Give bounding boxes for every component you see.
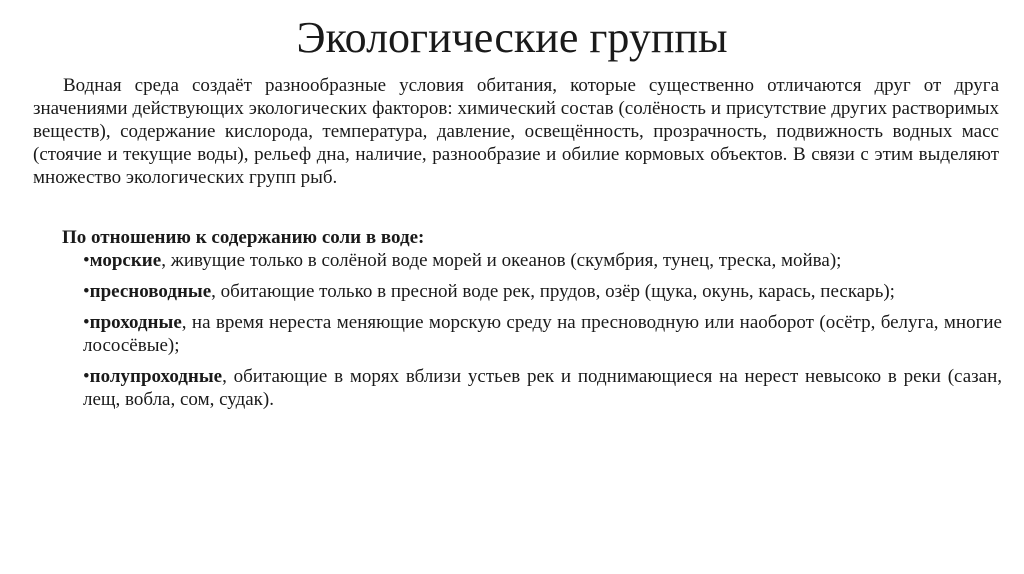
item-description: , живущие только в солёной воде морей и океанов (скумбрия, тунец, треска, мойва); (161, 250, 842, 271)
item-term: пресноводные (89, 281, 212, 302)
bullet-icon: • (83, 366, 90, 387)
bullet-icon: • (83, 281, 90, 302)
list-item-freshwater (83, 280, 1002, 303)
list-item-semi-anadromous (83, 365, 1002, 411)
intro-paragraph: Водная среда создаёт разнообразные условия обитания, которые существенно отличаются друг от друга значениями действующих экологических факторов: химический состав (солёность и присутствие других растворимых веществ), содержание кислорода, температура, давление, освещённость, прозрачность, подвижность водных масс (стоячие и текущие воды), рельеф дна, наличие, разнообразие и обилие кормовых объектов. В связи с этим выделяют множество экологических групп рыб. (33, 75, 999, 188)
bullet-icon: • (83, 250, 90, 271)
item-description: , на время нереста меняющие морскую среду на пресноводную или наоборот (осётр, белуга, многие лососёвые); (83, 312, 1002, 356)
list-item-anadromous (83, 311, 1002, 357)
list-item-marine (83, 249, 1002, 272)
section-heading: По отношению к содержанию соли в воде: (62, 227, 425, 248)
salinity-section (62, 226, 1002, 419)
slide-title: Экологические группы (296, 13, 728, 62)
fish-group-list (62, 249, 1002, 411)
item-description: , обитающие только в пресной воде рек, прудов, озёр (щука, окунь, карась, пескарь); (211, 281, 895, 302)
item-term: полупроходные (89, 366, 223, 387)
item-term: проходные (89, 312, 182, 333)
item-term: морские (89, 250, 162, 271)
bullet-icon: • (83, 312, 90, 333)
item-description: , обитающие в морях вблизи устьев рек и поднимающиеся на нерест невысоко в реки (сазан, лещ, вобла, сом, судак). (83, 366, 1002, 410)
